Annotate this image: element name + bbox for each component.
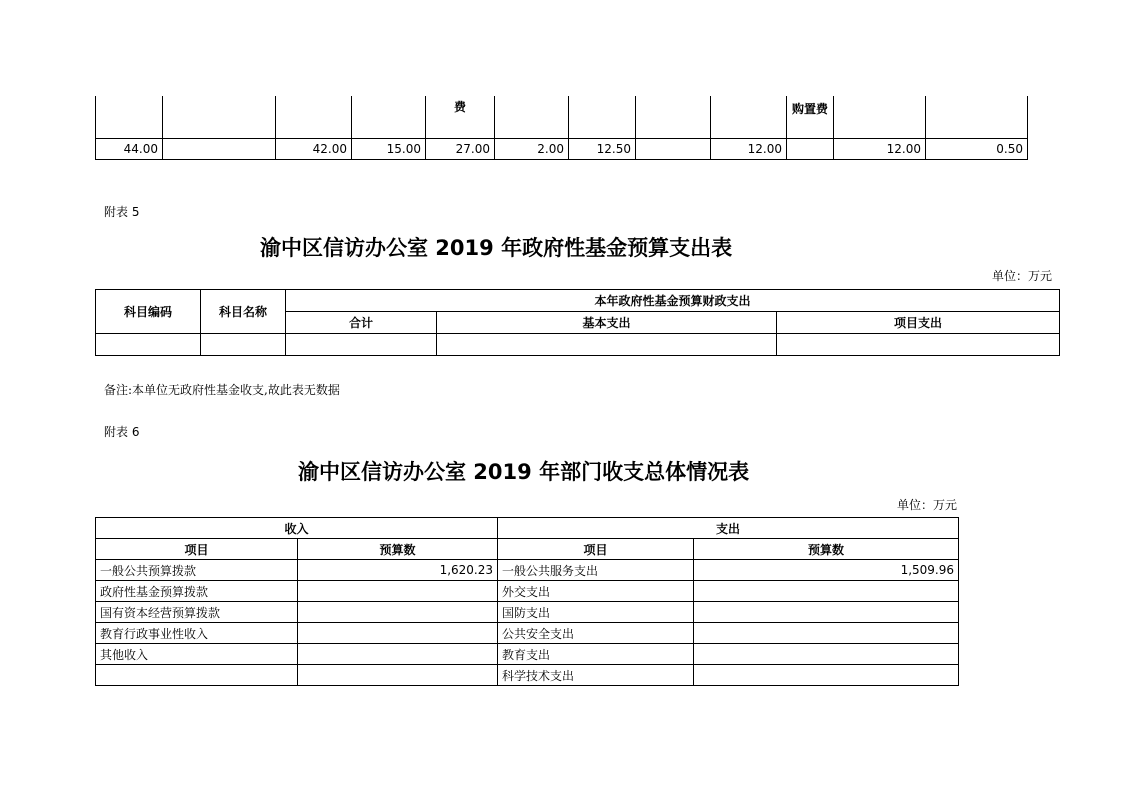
table-row: [96, 334, 1060, 356]
table-cell: [201, 334, 286, 356]
table-cell: [636, 96, 711, 139]
table-cell: [834, 96, 926, 139]
income-item: 政府性基金预算拨款: [96, 581, 298, 602]
table-cell: 2.00: [495, 139, 569, 160]
unit-label: 单位：万元: [991, 269, 1052, 283]
column-header-code: 科目编码: [96, 290, 201, 334]
expense-item: 外交支出: [498, 581, 694, 602]
table-cell: [926, 96, 1028, 139]
table-cell: [96, 96, 163, 139]
table-row: [96, 644, 959, 665]
budget-table-continued: [95, 96, 1028, 160]
table-row: [96, 665, 959, 686]
table-cell: [163, 96, 276, 139]
income-item: 一般公共预算拨款: [96, 560, 298, 581]
expense-item: 教育支出: [498, 644, 694, 665]
table-cell: 0.50: [926, 139, 1028, 160]
table-cell: 42.00: [276, 139, 352, 160]
income-item: [96, 665, 298, 686]
column-header-basic: 基本支出: [437, 312, 777, 334]
appendix-label: 附表 6: [104, 425, 140, 439]
table-cell: [437, 334, 777, 356]
column-header-project: 项目支出: [777, 312, 1060, 334]
expense-value: [694, 581, 959, 602]
table-cell: 12.50: [569, 139, 636, 160]
table-cell: 12.00: [834, 139, 926, 160]
income-item: 教育行政事业性收入: [96, 623, 298, 644]
expense-value: [694, 644, 959, 665]
income-value: 1,620.23: [298, 560, 498, 581]
table-cell: [711, 96, 787, 139]
income-expense-table: [95, 517, 959, 686]
table-header-row: [96, 290, 1060, 312]
expense-item: 国防支出: [498, 602, 694, 623]
expense-value: [694, 665, 959, 686]
income-item: 其他收入: [96, 644, 298, 665]
column-header-group: 本年政府性基金预算财政支出: [286, 290, 1060, 312]
column-header-budget: 预算数: [298, 539, 498, 560]
table-header-row: [96, 539, 959, 560]
page-title: 渝中区信访办公室 2019 年政府性基金预算支出表: [260, 236, 733, 260]
expense-value: [694, 602, 959, 623]
expense-value: [694, 623, 959, 644]
income-item: 国有资本经营预算拨款: [96, 602, 298, 623]
expense-item: 公共安全支出: [498, 623, 694, 644]
table-header-row: [96, 518, 959, 539]
table-header-row: [96, 96, 1028, 139]
table-cell: 费: [426, 96, 495, 139]
column-header-item: 项目: [498, 539, 694, 560]
expense-item: 科学技术支出: [498, 665, 694, 686]
table-row: [96, 139, 1028, 160]
government-fund-table: [95, 289, 1060, 356]
unit-label: 单位：万元: [896, 498, 957, 512]
table-cell: 44.00: [96, 139, 163, 160]
expense-value: 1,509.96: [694, 560, 959, 581]
table-row: [96, 623, 959, 644]
table-cell: [569, 96, 636, 139]
table-cell: [163, 139, 276, 160]
table-row: [96, 602, 959, 623]
table-cell: [777, 334, 1060, 356]
column-header-expense: 支出: [498, 518, 959, 539]
column-header-total: 合计: [286, 312, 437, 334]
table-cell: [495, 96, 569, 139]
column-header-income: 收入: [96, 518, 498, 539]
column-header-budget: 预算数: [694, 539, 959, 560]
table-cell: [96, 334, 201, 356]
appendix-label: 附表 5: [104, 205, 140, 219]
income-value: [298, 644, 498, 665]
column-header-item: 项目: [96, 539, 298, 560]
table-cell: 购置费: [787, 96, 834, 139]
table-row: [96, 581, 959, 602]
column-header-name: 科目名称: [201, 290, 286, 334]
table-cell: [352, 96, 426, 139]
table-note: 备注:本单位无政府性基金收支,故此表无数据: [104, 383, 340, 397]
table-cell: [787, 139, 834, 160]
income-value: [298, 602, 498, 623]
income-value: [298, 581, 498, 602]
income-value: [298, 623, 498, 644]
page-title: 渝中区信访办公室 2019 年部门收支总体情况表: [298, 460, 750, 484]
table-cell: 27.00: [426, 139, 495, 160]
table-cell: [636, 139, 711, 160]
income-value: [298, 665, 498, 686]
table-row: [96, 560, 959, 581]
table-cell: 15.00: [352, 139, 426, 160]
table-cell: 12.00: [711, 139, 787, 160]
expense-item: 一般公共服务支出: [498, 560, 694, 581]
table-cell: [276, 96, 352, 139]
table-cell: [286, 334, 437, 356]
